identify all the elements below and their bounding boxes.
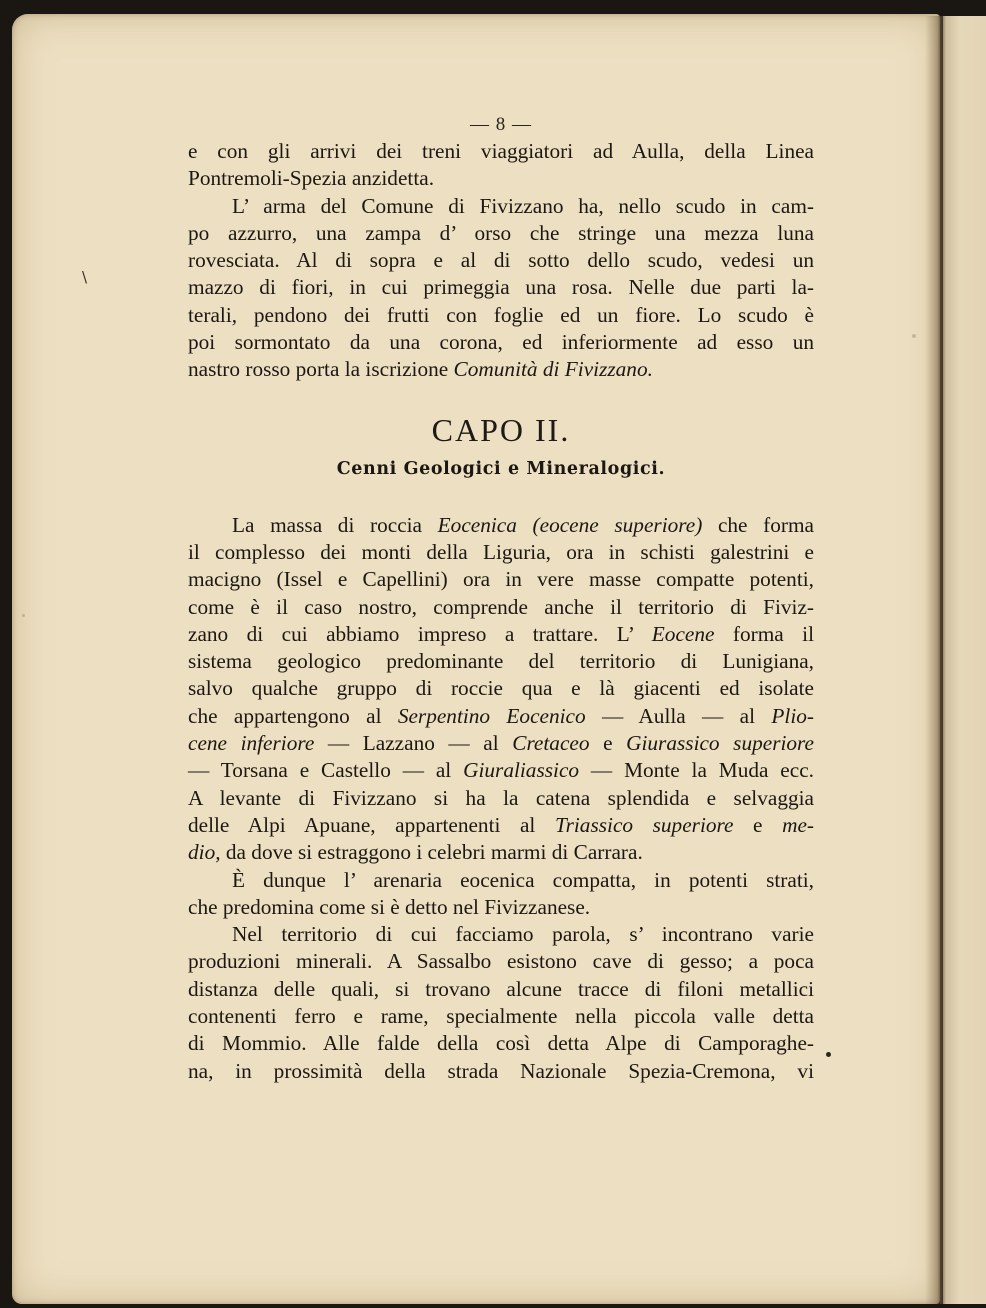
chapter-subtitle: Cenni Geologici e Mineralogici. (336, 458, 666, 479)
paragraph-3 (188, 512, 814, 867)
text-line: e con gli arrivi dei treni viaggiatori ad Aulla, della Linea (188, 139, 814, 163)
text-line: sistema geologico predominante del territorio di Lunigiana, (188, 649, 814, 674)
text-segment: nastro rosso porta la iscrizione (188, 357, 454, 382)
italic-text: Cretaceo (512, 731, 590, 756)
paragraph-1 (188, 138, 814, 193)
chapter-title: CAPO II. (431, 411, 571, 448)
text-segment: — Aulla — al (585, 703, 772, 728)
paragraph-4 (188, 867, 814, 922)
margin-mark: \ (82, 268, 88, 286)
text-line: salvo qualche gruppo di roccie qua e là giacenti ed isolate (188, 676, 814, 701)
text-segment: e (589, 731, 627, 756)
text-line: terali, pendono dei frutti con foglie ed un fiore. Lo scudo è (188, 302, 814, 327)
text-segment: che forma (702, 512, 814, 537)
text-segment: che appartengono al (188, 703, 398, 728)
italic-text: Eocenica (eocene superiore) (437, 512, 703, 537)
text-line (188, 356, 814, 383)
text-line: che predomina come si è detto nel Fivizzanese. (188, 894, 591, 919)
text-line: po azzurro, una zampa d’ orso che stringe una mezza luna (188, 220, 814, 245)
paper-speck (912, 334, 916, 338)
text-line (188, 621, 814, 648)
text-segment: delle Alpi Apuane, appartenenti al (188, 812, 555, 837)
paragraph-2 (188, 193, 814, 384)
text-line: come è il caso nostro, comprende anche il territorio di Fiviz- (188, 594, 814, 619)
text-line: macigno (Issel e Capellini) ora in vere masse compatte potenti, (188, 567, 814, 592)
text-line: Pontremoli-Spezia anzidetta. (188, 166, 435, 191)
text-line (188, 839, 814, 866)
text-line (188, 703, 814, 730)
text-segment: — Lazzano — al (314, 731, 513, 756)
text-line: mazzo di fiori, in cui primeggia una rosa. Nelle due parti la- (188, 275, 814, 300)
text-line: produzioni minerali. A Sassalbo esistono cave di gesso; a poca (188, 949, 814, 974)
text-line: contenenti ferro e rame, specialmente nella piccola valle detta (188, 1004, 814, 1029)
page-number: — 8 — (470, 114, 532, 135)
italic-text: Giurassico superiore (626, 731, 814, 756)
text-line: A levante di Fivizzano si ha la catena splendida e selvaggia (188, 785, 814, 810)
text-line (188, 512, 814, 539)
italic-text: Comunità di Fivizzano. (453, 357, 653, 382)
text-segment: da dove si estraggono i celebri marmi di Carrara. (220, 840, 643, 865)
italic-text: Triassico superiore (554, 812, 734, 837)
text-line: È dunque l’ arenaria eocenica compatta, in potenti strati, (232, 867, 814, 892)
page-fold-shadow (925, 16, 943, 1304)
text-segment: e (733, 812, 783, 837)
italic-text: Serpentino Eocenico (397, 703, 586, 728)
paragraph-5 (188, 921, 814, 1085)
text-line: na, in prossimità della strada Nazionale Spezia-Cremona, vi (188, 1058, 814, 1083)
page-text (188, 112, 814, 1085)
next-page-edge (940, 16, 986, 1304)
text-line: il complesso dei monti della Liguria, ora in schisti galestrini e (188, 539, 814, 564)
paper-speck (22, 614, 25, 617)
text-line: L’ arma del Comune di Fivizzano ha, nello scudo in cam- (232, 193, 814, 218)
text-line: Nel territorio di cui facciamo parola, s’ incontrano varie (232, 922, 814, 947)
italic-text: Giuraliassico (463, 758, 580, 783)
italic-text: cene inferiore (188, 731, 315, 756)
text-line (188, 730, 814, 757)
text-line (188, 757, 814, 784)
text-line: poi sormontato da una corona, ed inferiormente ad esso un (188, 330, 814, 355)
text-line (188, 812, 814, 839)
italic-text: dio, (188, 840, 221, 865)
text-segment: La massa di roccia (232, 512, 438, 537)
text-line: distanza delle quali, si trovano alcune tracce di filoni metallici (188, 976, 814, 1001)
italic-text: me- (782, 812, 814, 837)
italic-text: Eocene (651, 621, 715, 646)
italic-text: Plio- (771, 703, 814, 728)
text-segment: forma il (714, 621, 814, 646)
text-line: di Mommio. Alle falde della così detta Alpe di Camporaghe- (188, 1031, 814, 1056)
text-segment: zano di cui abbiamo impreso a trattare. L’ (188, 621, 652, 646)
text-segment: — Monte la Muda ecc. (579, 758, 814, 783)
text-segment: — Torsana e Castello — al (188, 758, 464, 783)
margin-dot (826, 1052, 831, 1057)
text-line: rovesciata. Al di sopra e al di sotto dello scudo, vedesi un (188, 248, 814, 273)
